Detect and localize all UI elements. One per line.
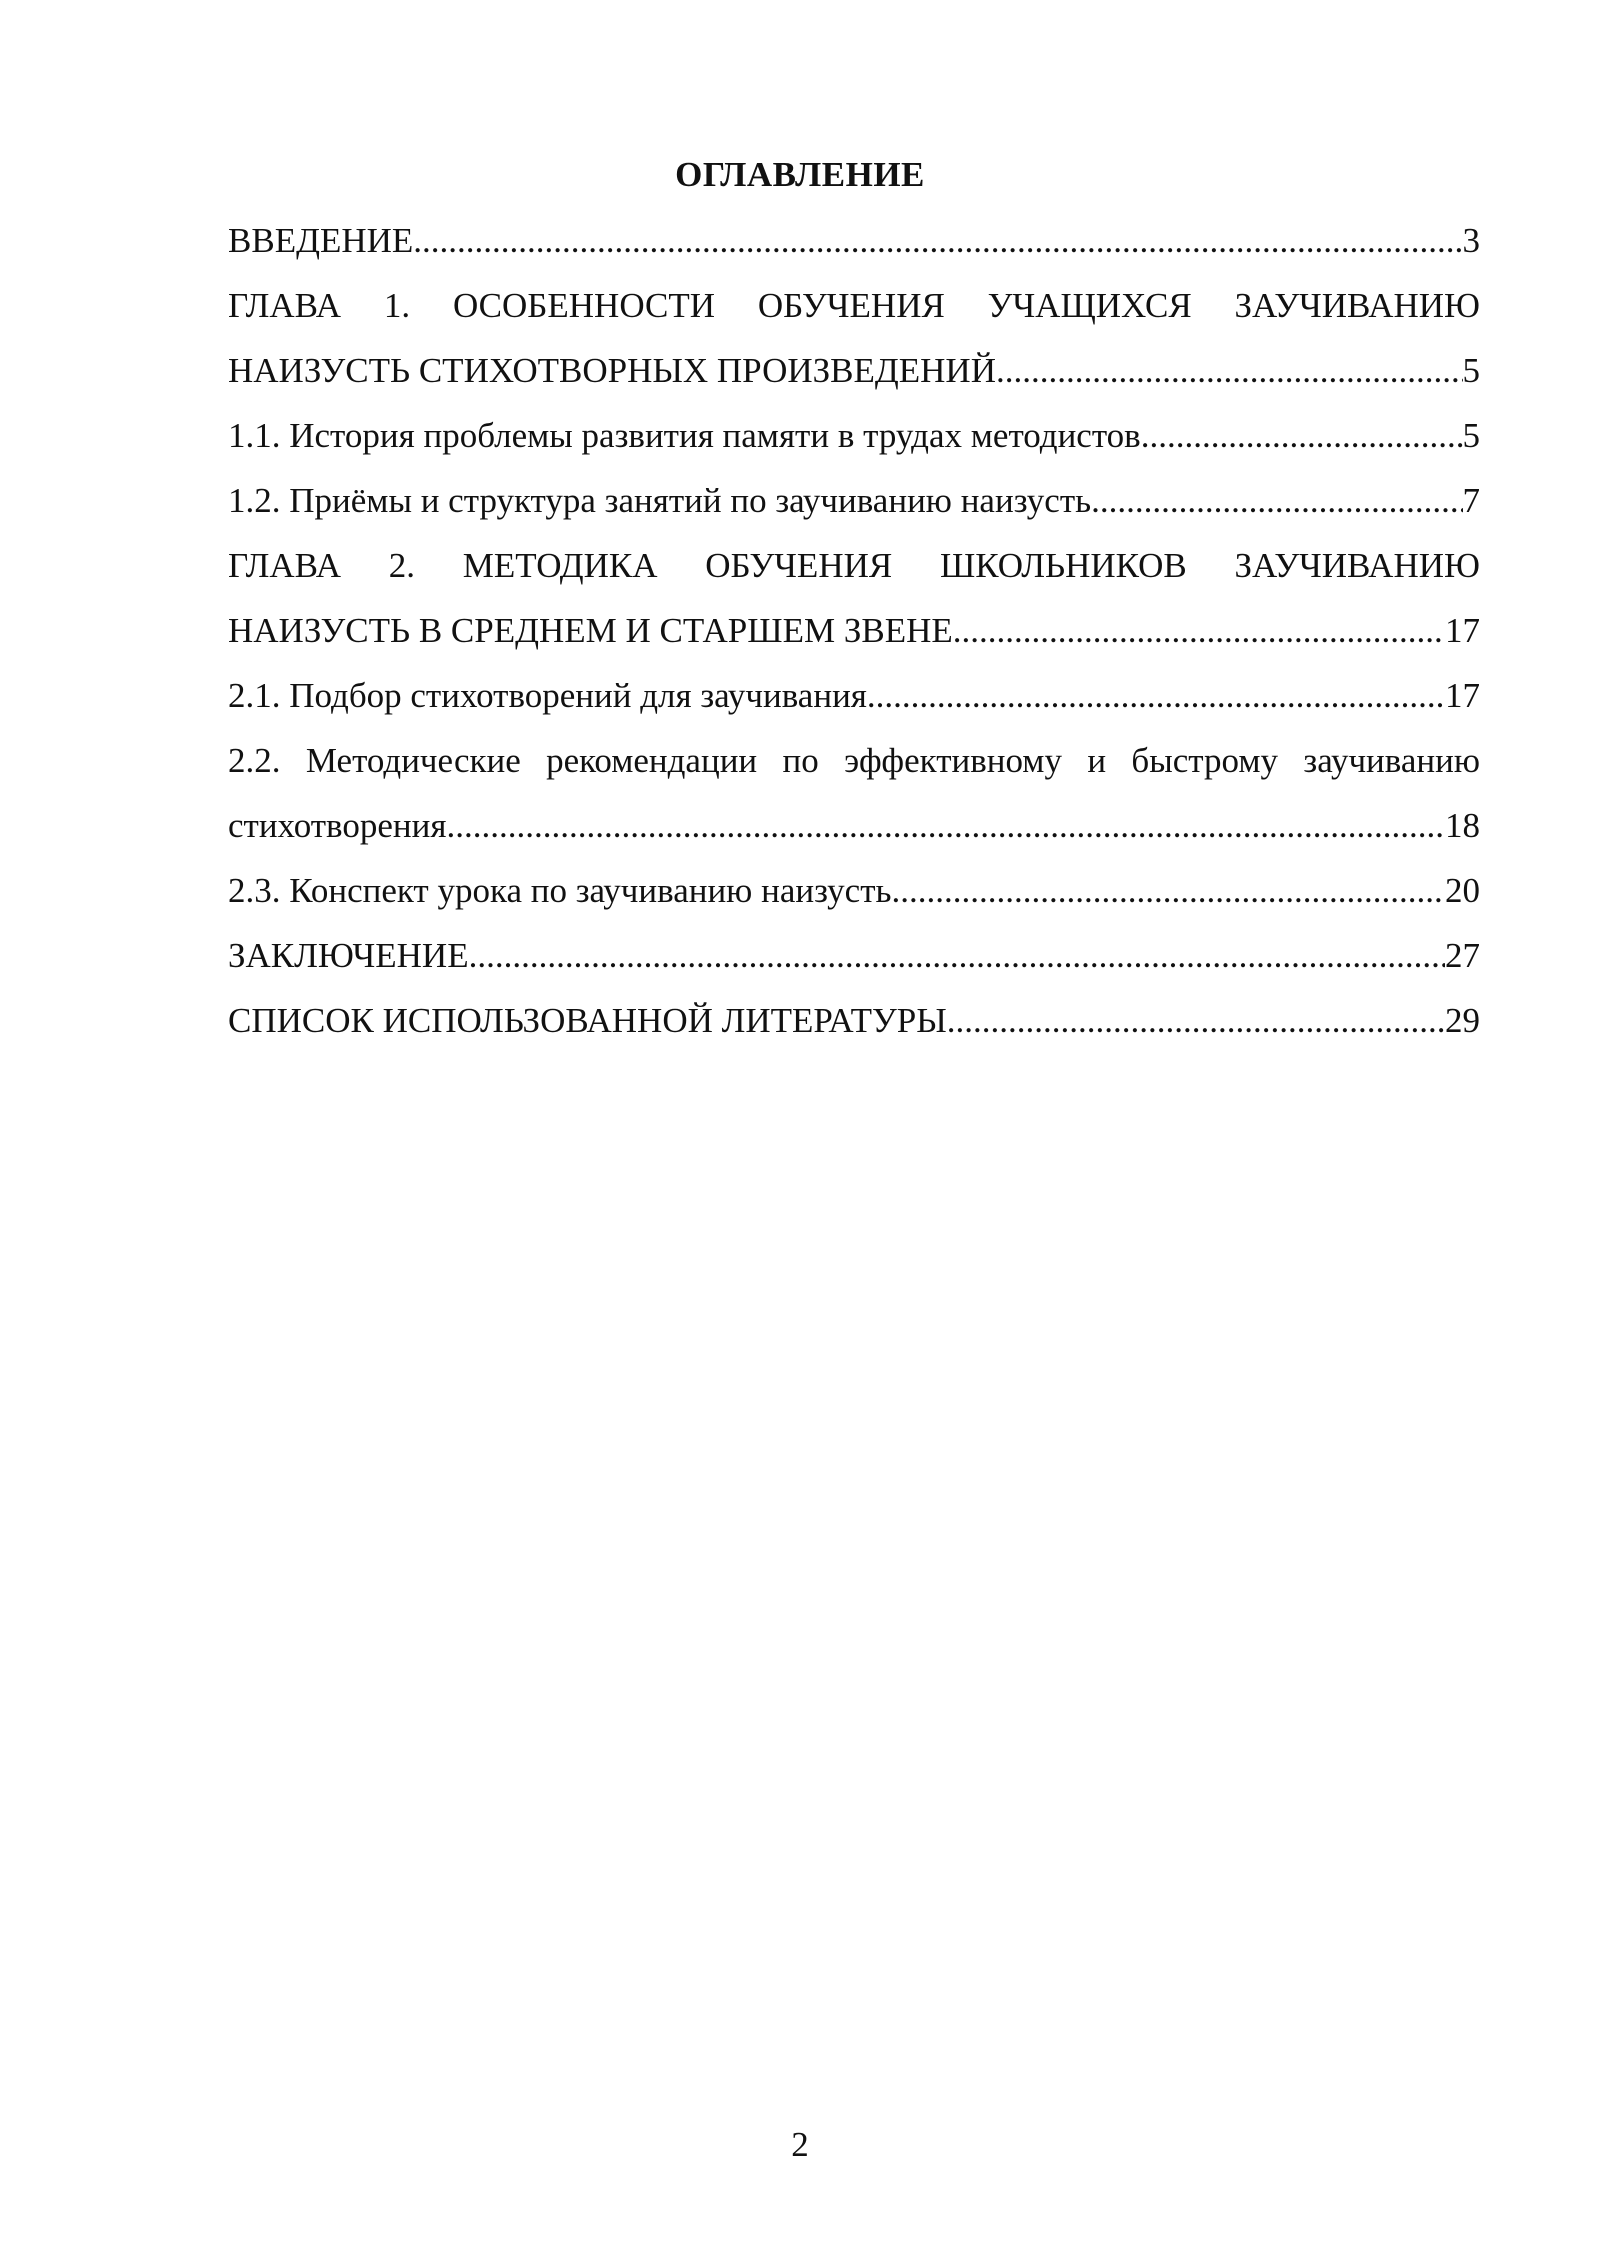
toc-entry-page: 7	[1462, 481, 1480, 520]
toc-entry-section-2-2[interactable]	[228, 728, 1480, 858]
toc-entry-title: стихотворения	[228, 806, 447, 845]
dot-leader	[891, 858, 1445, 923]
toc-entry-page: 27	[1445, 936, 1480, 975]
dot-leader	[867, 663, 1445, 728]
toc-entry-title: ЗАКЛЮЧЕНИЕ	[228, 936, 469, 975]
toc-entry-page: 5	[1462, 416, 1480, 455]
toc-entry-line	[228, 468, 1480, 533]
toc-entry-conclusion[interactable]	[228, 923, 1480, 988]
toc-entry-line	[228, 598, 1480, 663]
toc-entry-line	[228, 208, 1480, 273]
dot-leader	[1091, 468, 1462, 533]
toc-entry-chapter-2[interactable]	[228, 533, 1480, 663]
toc-entry-section-1-2[interactable]	[228, 468, 1480, 533]
toc-entry-line	[228, 858, 1480, 923]
toc-entry-line	[228, 988, 1480, 1053]
toc-entry-line	[228, 663, 1480, 728]
toc-entry-title-line1: ГЛАВА 2. МЕТОДИКА ОБУЧЕНИЯ ШКОЛЬНИКОВ ЗАУЧИВАНИЮ	[228, 546, 1480, 585]
dot-leader	[953, 598, 1445, 663]
toc-entry-page: 17	[1445, 611, 1480, 650]
dot-leader	[469, 923, 1445, 988]
toc-entry-title: 2.1. Подбор стихотворений для заучивания	[228, 676, 867, 715]
toc-entry-section-2-1[interactable]	[228, 663, 1480, 728]
toc-entry-line	[228, 338, 1480, 403]
toc-entry-title: 1.1. История проблемы развития памяти в трудах методистов	[228, 416, 1141, 455]
toc-heading: ОГЛАВЛЕНИЕ	[675, 155, 925, 194]
toc-entry-section-2-3[interactable]	[228, 858, 1480, 923]
table-of-contents	[228, 208, 1480, 1053]
toc-entry-title: 2.3. Конспект урока по заучиванию наизусть	[228, 871, 892, 910]
dot-leader	[413, 208, 1462, 273]
toc-entry-page: 18	[1445, 806, 1480, 845]
toc-entry-title: СПИСОК ИСПОЛЬЗОВАННОЙ ЛИТЕРАТУРЫ	[228, 1001, 947, 1040]
toc-entry-title: 1.2. Приёмы и структура занятий по заучиванию наизусть	[228, 481, 1092, 520]
toc-entry-title-line1: ГЛАВА 1. ОСОБЕННОСТИ ОБУЧЕНИЯ УЧАЩИХСЯ ЗАУЧИВАНИЮ	[228, 286, 1480, 325]
dot-leader	[446, 793, 1445, 858]
toc-entry-page: 17	[1445, 676, 1480, 715]
toc-entry-page: 5	[1462, 351, 1480, 390]
toc-entry-line	[228, 923, 1480, 988]
toc-entry-title: НАИЗУСТЬ В СРЕДНЕМ И СТАРШЕМ ЗВЕНЕ	[228, 611, 953, 650]
toc-entry-introduction[interactable]	[228, 208, 1480, 273]
toc-entry-chapter-1[interactable]	[228, 273, 1480, 403]
toc-entry-references[interactable]	[228, 988, 1480, 1053]
dot-leader	[1141, 403, 1463, 468]
toc-entry-title: ВВЕДЕНИЕ	[228, 221, 414, 260]
dot-leader	[947, 988, 1445, 1053]
toc-entry-page: 29	[1445, 1001, 1480, 1040]
page-number: 2	[791, 2125, 809, 2164]
toc-entry-title: НАИЗУСТЬ СТИХОТВОРНЫХ ПРОИЗВЕДЕНИЙ	[228, 351, 996, 390]
toc-entry-page: 3	[1462, 221, 1480, 260]
toc-entry-title-line1: 2.2. Методические рекомендации по эффективному и быстрому заучиванию	[228, 741, 1480, 780]
toc-entry-line	[228, 403, 1480, 468]
toc-entry-line	[228, 793, 1480, 858]
toc-entry-section-1-1[interactable]	[228, 403, 1480, 468]
toc-entry-page: 20	[1445, 871, 1480, 910]
dot-leader	[996, 338, 1463, 403]
